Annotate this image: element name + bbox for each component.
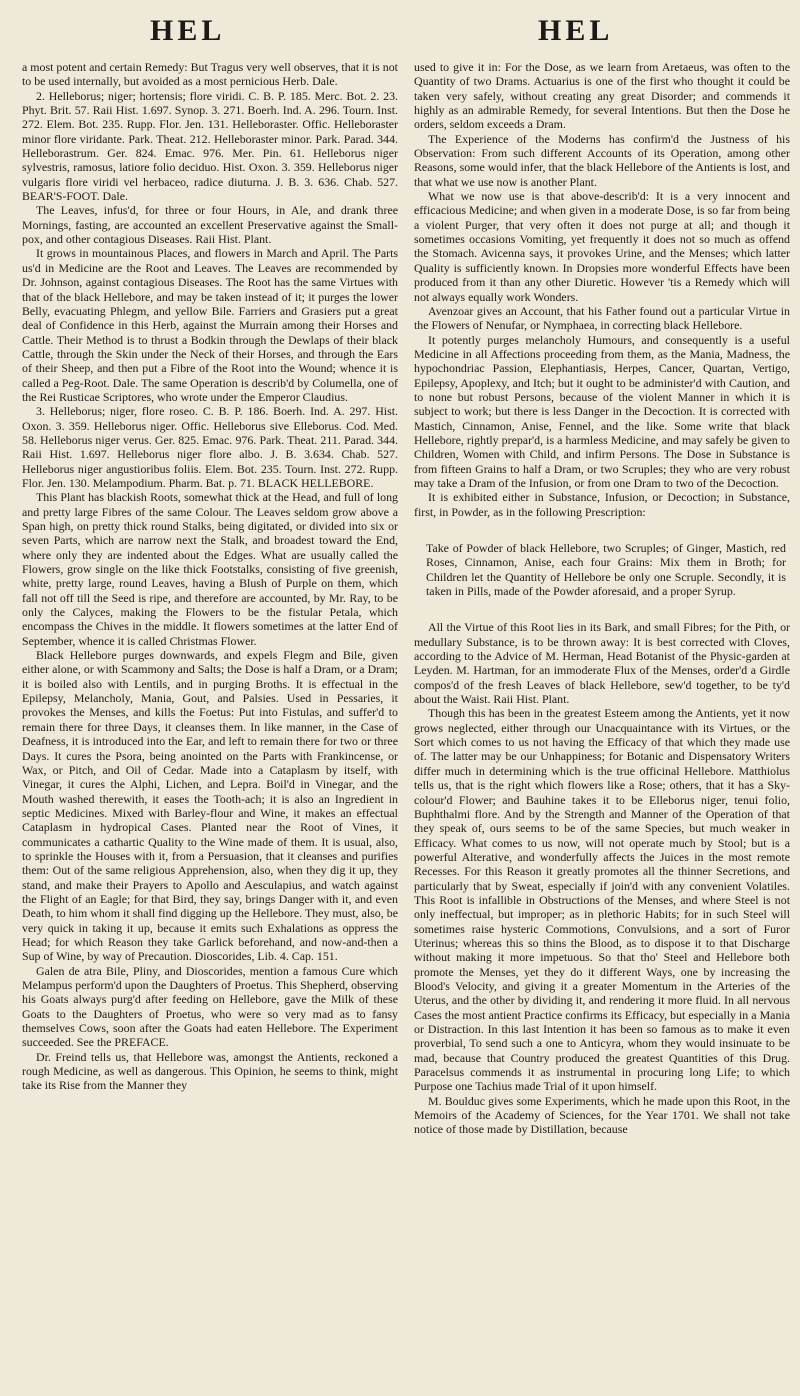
paragraph: The Experience of the Moderns has confirm'd the Justness of his Observation: From such different Accounts of its Operation, among other Reasons, some would infer, that the black Hellebore of the Antients is lost, and that what we use now is another Plant.	[414, 131, 790, 189]
paragraph: 3. Helleborus; niger, flore roseo. C. B. P. 186. Boerh. Ind. A. 297. Hist. Oxon. 3. 359. Helleborus niger. Offic. Helleborus sive Elleborus. Cod. Med. 58. Helleborus niger verus. Ger. 825. Emac. 976. Park. Theat. 211. Parad. 344. Raii Hist. 1.697. Helleborus niger flore albo. J. B. 3.634. Chab. 527. Helleborus niger angustioribus foliis. Elem. Bot. 235. Tourn. Inst. 272. Rupp. Flor. Jen. 130. Melampodium. Pharm. Bat. p. 71. BLACK HELLEBORE.	[22, 404, 398, 490]
paragraph: Black Hellebore purges downwards, and expels Flegm and Bile, given either alone, or with Scammony and Salts; the Dose is half a Dram, or a Dram; it is boiled also with Lentils, and in purging Broths. It is effectual in the Epilepsy, Melancholy, Mania, Gout, and Palsies. Used in Pessaries, it provokes the Menses, and kills the Foetus: Put into Fistulas, and suffer'd to remain there for three Days, it cleanses them. In like manner, in the Case of Deafness, it is introduced into the Ear, and left to remain there for two or three Days. It cures the Psora, being anointed on the Parts with Frankincense, or Wax, or Pitch, and Oil of Cedar. Made into a Cataplasm by itself, with Vinegar, it cures the Alphi, Lichen, and Lepra. Boil'd in Vinegar, and the Mouth washed therewith, it eases the Tooth-ach; it is also an Ingredient in septic Medicines. Mixed with Barley-flour and Wine, it makes an effectual Cataplasm in hydropical Cases. Planted near the Root of Vines, it communicates a cathartic Quality to the Wine made of them. It is usual, also, to sprinkle the Houses with it, from a Persuasion, that it cleanses and purifies them: Out of the same religious Apprehension, also, when they dig it up, they stand, and make their Prayers to Apollo and Aesculapius, and watch against the Flight of an Eagle; for that Bird, they say, brings Danger with it, and even Death, to him whom it shall find digging up the Hellebore. They must, also, be very quick in taking it up, because it emits such Exhalations as oppress the Head; for which Reason they take Garlick beforehand, and now-and-then a Sup of Wine, by way of Precaution. Dioscorides, Lib. 4. Cap. 151.	[22, 648, 398, 964]
running-head-left: HEL	[150, 14, 226, 47]
paragraph: a most potent and certain Remedy: But Tragus very well observes, that it is not to be used internally, but avoided as a most pernicious Herb. Dale.	[22, 60, 398, 89]
paragraph: Galen de atra Bile, Pliny, and Dioscorides, mention a famous Cure which Melampus perform'd upon the Daughters of Proetus. This Shepherd, observing his Goats always purg'd after feeding on Hellebore, gave the Milk of these Goats to the Daughters of Proetus, who were so very mad as to fansy themselves Cows, soon after the Goats had eaten Hellebore. The Experiment succeeded. See the PREFACE.	[22, 963, 398, 1050]
left-column	[22, 60, 398, 1390]
right-column	[414, 60, 790, 1390]
text-columns	[22, 60, 790, 1390]
paragraph: Dr. Freind tells us, that Hellebore was, amongst the Antients, reckoned a rough Medicine, as well as dangerous. This Opinion, he seems to think, might take its Rise from the Manner they	[22, 1049, 398, 1093]
running-head-right: HEL	[538, 14, 614, 47]
paragraph: This Plant has blackish Roots, somewhat thick at the Head, and full of long and pretty large Fibres of the same Colour. The Leaves seldom grow above a Span high, on pretty thick round Stalks, being digitated, or divided into six or seven Parts, which are narrow next the Stalk, and broadest toward the End, where only they are indented about the Edges. What are usually called the Flowers, grow single on the like thick Footstalks, consisting of five greenish, white, pretty large, round Leaves, having a Blush of Purple on them, which fall not off till the Seed is ripe, and therefore are accounted, by Mr. Ray, to be only the Calyces, making the Flowers to be the fistular Petala, which encompass the Chives in the middle. It flowers sometimes at the latter End of September, whence it is called Christmas Flower.	[22, 490, 398, 648]
paragraph: Avenzoar gives an Account, that his Father found out a particular Virtue in the Flowers of Nenufar, or Nymphaea, in correcting black Hellebore.	[414, 303, 790, 333]
paragraph: It is exhibited either in Substance, Infusion, or Decoction; in Substance, first, in Powder, as in the following Prescription:	[414, 490, 790, 519]
paragraph: All the Virtue of this Root lies in its Bark, and small Fibres; for the Pith, or medullary Substance, is to be thrown away: It is best corrected with Cloves, according to the Advice of M. Herman, Head Botanist of the Physic-garden at Leyden. M. Hartman, for an immoderate Flux of the Menses, order'd a Girdle compos'd of the fresh Leaves of black Hellebore, sew'd together, to be ty'd about the Waist. Raii Hist. Plant.	[414, 620, 790, 707]
paragraph: What we now use is that above-describ'd: It is a very innocent and efficacious Medicine; and when given in a moderate Dose, is so far from being a violent Purger, that very often it does not purge at all; and though it sometimes occasions Vomiting, yet frequently it does not so much as offend the Stomach. Avicenna says, it provokes Urine, and the Menses; which latter Quality is sufficiently known. In Dropsies more wonderful Effects have been produced from it than any other Diuretic. However 'tis a Remedy which will not always equally work Wonders.	[414, 189, 790, 304]
paragraph: M. Boulduc gives some Experiments, which he made upon this Root, in the Memoirs of the Academy of Sciences, for the Year 1701. We shall not take notice of those made by Distillation, because	[414, 1093, 790, 1137]
paragraph: It potently purges melancholy Humours, and consequently is a useful Medicine in all Affections proceeding from them, as the Mania, Madness, the hypochondriac Passion, Elephantiasis, Herpes, Cancer, Quartan, Vertigo, Epilepsy, Apoplexy, and Itch; but it ought to be administer'd with Caution, and to none but robust Persons, because of the violent Manner in which it is subject to work; but there is less Danger in the Decoction. It is corrected with Mastich, Cinnamon, Anise, Fennel, and the like. Some write that black Hellebore, rightly prepar'd, is a harmless Medicine, and may safely be given to Children, Women with Child, and infirm Persons. The Dose in Substance is from fifteen Grains to half a Dram, or two Scruples; they who are very robust may take a Dram of the Infusion, or from one Dram to two of the Decoction.	[414, 332, 790, 490]
paragraph: used to give it in: For the Dose, as we learn from Aretaeus, was often to the Quantity of two Drams. Actuarius is one of the first who thought it could be taken very safely, without creating any great Disorder; and commends it highly as an admirable Remedy, for several Intentions. But then the Dose he orders, seldom exceeds a Dram.	[414, 60, 790, 132]
prescription-block: Take of Powder of black Hellebore, two Scruples; of Ginger, Mastich, red Roses, Cinnamon, Anise, each four Grains: Mix them in Broth; for Children let the Quantity of Hellebore be only one Scruple. Secondly, it is taken in Pills, made of the Powder aforesaid, and a proper Syrup.	[426, 541, 786, 599]
paragraph: 2. Helleborus; niger; hortensis; flore viridi. C. B. P. 185. Merc. Bot. 2. 23. Phyt. Brit. 57. Raii Hist. 1.697. Synop. 3. 271. Boerh. Ind. A. 296. Tourn. Inst. 272. Elem. Bot. 235. Rupp. Flor. Jen. 131. Helleboraster. Offic. Helleboraster minor flore viridante. Park. Theat. 212. Helleboraster minor. Park. Parad. 344. Helleborastrum. Ger. 824. Emac. 976. Mer. Pin. 61. Helleborus niger sylvestris, ramosus, latiore folio deciduo. Hist. Oxon. 3. 359. Helleborus niger vulgaris flore viridi vel herbaceo, radice diuturna. J. B. 3. 636. Chab. 527. BEAR'S-FOOT. Dale.	[22, 88, 398, 204]
paragraph: Though this has been in the greatest Esteem among the Antients, yet it now grows neglected, either through our Unacquaintance with its Virtues, or the Sort which comes to us not having the Efficacy of that which they made use of. The latter may be our Unhappiness; for Botanic and Dispensatory Writers differ much in determining which is the true officinal Hellebore. Matthiolus tells us, that is the right which flowers like a Rose; others, that it has a Sky-colour'd Flower; and Bauhine takes it to be Elleborus niger, tenui folio, Buphthalmi flore. And by the Strength and Manner of the Operation of that they speak of, ours seems to be of the same Species, but much weaker in Efficacy. What comes to us now, will not operate much by Stool; but is a powerful Alterative, and wonderfully affects the Juices in the most remote Recesses. For this Reason it greatly promotes all the thinner Secretions, and particularly that by Sweat, especially if join'd with any convenient Volatiles. This Root is infallible in Obstructions of the Menses, and where Steel is not only ineffectual, but improper; as in plethoric Habits; for in such Steel will sometimes raise hysteric Commotions, Convulsions, and a sort of Furor Uterinus; whereas this so thins the Blood, as to dispose it to that Discharge without making it more impetuous. So that tho' Steel and Hellebore both promote the Menses, yet they do it different Ways, one by increasing the Blood's Velocity, and giving it a greater Momentum in the Arteries of the Uterus, and the other by dividing it, and rendering it more fluid. In all nervous Cases the most antient Practice confirms its Efficacy, but especially in a Mania or Distraction. In this last Intention it has been so famous as to make it even proverbial, To send such a one to Anticyra, whom they would insinuate to be mad, because that Country produced the greatest Quantities of this Drug. Paracelsus commends it as instrumental in procuring long Life; to which Purpose one Tachius made Trial of it upon himself.	[414, 706, 790, 1094]
paragraph: The Leaves, infus'd, for three or four Hours, in Ale, and drank three Mornings, fasting, are accounted an excellent Preservative against the Small-pox, and other contagious Diseases. Raii Hist. Plant.	[22, 203, 398, 247]
paragraph: It grows in mountainous Places, and flowers in March and April. The Parts us'd in Medicine are the Root and Leaves. The Leaves are recommended by Dr. Johnson, against contagious Diseases. The Root has the same Virtues with that of the black Hellebore, and may be taken instead of it; it purges the lower Belly, evacuating Phlegm, and yellow Bile. Farriers and Grasiers put a great deal of Confidence in this Herb, against the Murrain among their Horses and Cattle. Their Method is to thrust a Bodkin through the Dewlaps of their black Cattle, through the Skin under the Neck of their Horses, and through the Ears of their Sheep, and then put a Fibre of the Root into the Wound; whence it is called a Peg-Root. Dale. The same Operation is describ'd by Columella, one of the Rei Rusticae Scriptores, who wrote under the Emperor Claudius.	[22, 246, 398, 404]
